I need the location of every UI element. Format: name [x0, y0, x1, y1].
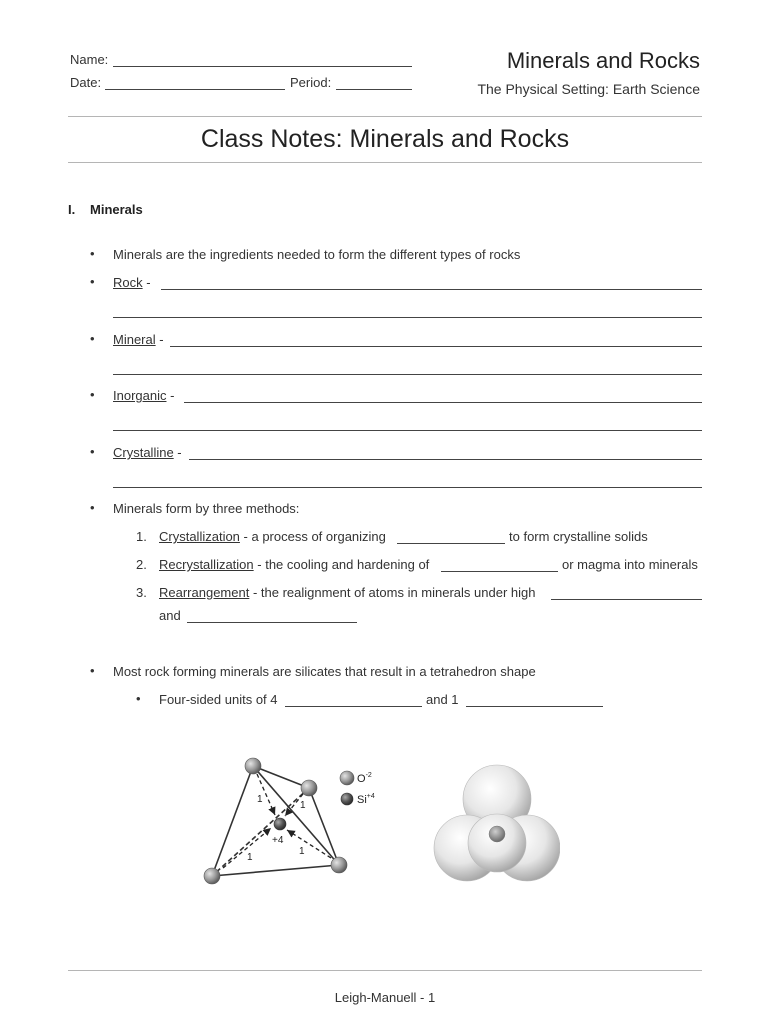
name-field [70, 52, 108, 67]
method-term: Crystallization [159, 529, 240, 544]
space-filling-model [430, 760, 560, 890]
sub-bullet-dot: • [136, 691, 141, 706]
edge-label: 1 [247, 852, 253, 863]
bullet-dot: • [90, 444, 95, 459]
method-text-end: and [159, 608, 181, 623]
section-title: Minerals [90, 202, 143, 217]
center-charge-label: +4 [272, 835, 284, 846]
bullet-dot: • [90, 663, 95, 678]
bullet-dot: • [90, 274, 95, 289]
date-label: Date: [70, 75, 102, 90]
answer-blank[interactable] [551, 599, 702, 600]
page-footer: Leigh-Manuell - 1 [334, 990, 436, 1005]
method-number: 1. [136, 529, 147, 544]
oxygen-sphere [468, 814, 526, 872]
definition-blank-continued[interactable] [113, 317, 702, 318]
term-label: Inorganic [113, 388, 167, 403]
term-label: Mineral [113, 332, 156, 347]
section-heading [68, 202, 143, 217]
answer-blank[interactable] [441, 571, 558, 572]
header-title: Minerals and Rocks [506, 48, 700, 73]
answer-blank[interactable] [285, 706, 422, 707]
definition-blank-continued[interactable] [113, 374, 702, 375]
silicon-sphere [489, 826, 505, 842]
oxygen-atom [204, 868, 220, 884]
date-blank[interactable] [105, 89, 285, 90]
legend-oxygen-label: $O^{-2}$ [357, 772, 372, 785]
section-number: I. [68, 202, 76, 217]
legend-oxygen-swatch [340, 771, 354, 785]
method-crystallization: Crystallization - a process of organizing [159, 529, 386, 544]
method-rearrangement: Rearrangement - the realignment of atoms in minerals under high [159, 585, 536, 600]
edge-label: 1 [299, 846, 305, 857]
name-blank[interactable] [113, 66, 412, 67]
definition-blank[interactable] [184, 402, 702, 403]
method-number: 2. [136, 557, 147, 572]
definition-blank[interactable] [161, 289, 702, 290]
document-title: Class Notes: Minerals and Rocks [200, 125, 570, 153]
period-blank[interactable] [336, 89, 412, 90]
oxygen-atom [301, 780, 317, 796]
term-rock: Rock - [113, 275, 151, 290]
tetrahedron-diagram [195, 752, 385, 892]
bullet-dot: • [90, 387, 95, 402]
oxygen-atom [331, 857, 347, 873]
oxygen-atom [245, 758, 261, 774]
subunit-text-b: and 1 [426, 692, 459, 707]
bullet-dot: • [90, 246, 95, 261]
method-text-end: to form crystalline solids [509, 529, 648, 544]
answer-blank[interactable] [397, 543, 505, 544]
bullet-dot: • [90, 331, 95, 346]
legend-silicon-swatch [341, 793, 353, 805]
term-label: Rock [113, 275, 143, 290]
answer-blank[interactable] [466, 706, 603, 707]
term-inorganic: Inorganic - [113, 388, 175, 403]
title-divider [68, 162, 702, 163]
method-term: Recrystallization [159, 557, 254, 572]
legend-silicon-label: $Si^{+4}$ [357, 793, 375, 806]
header-subtitle: The Physical Setting: Earth Science [477, 81, 700, 97]
intro-text: Minerals are the ingredients needed to form the different types of rocks [113, 247, 521, 262]
date-field [70, 75, 101, 90]
bullet-dot: • [90, 500, 95, 515]
footer-divider [68, 970, 702, 971]
answer-blank[interactable] [187, 622, 357, 623]
term-crystalline: Crystalline - [113, 445, 182, 460]
silicon-atom [274, 818, 286, 830]
edge-label: 1 [300, 800, 306, 811]
definition-blank[interactable] [189, 459, 702, 460]
name-label: Name: [70, 52, 109, 67]
silicates-text: Most rock forming minerals are silicates that result in a tetrahedron shape [113, 664, 536, 679]
subunit-text-a: Four-sided units of 4 [159, 692, 278, 707]
definition-blank-continued[interactable] [113, 487, 702, 488]
period-field [290, 75, 331, 90]
term-mineral: Mineral - [113, 332, 164, 347]
period-label: Period: [290, 75, 332, 90]
definition-blank-continued[interactable] [113, 430, 702, 431]
method-text-end: or magma into minerals [562, 557, 698, 572]
method-term: Rearrangement [159, 585, 250, 600]
method-recrystallization: Recrystallization - the cooling and hardening of [159, 557, 430, 572]
methods-intro: Minerals form by three methods: [113, 501, 300, 516]
top-divider [68, 116, 702, 117]
definition-blank[interactable] [170, 346, 702, 347]
edge-label: 1 [257, 794, 263, 805]
method-number: 3. [136, 585, 147, 600]
term-label: Crystalline [113, 445, 174, 460]
